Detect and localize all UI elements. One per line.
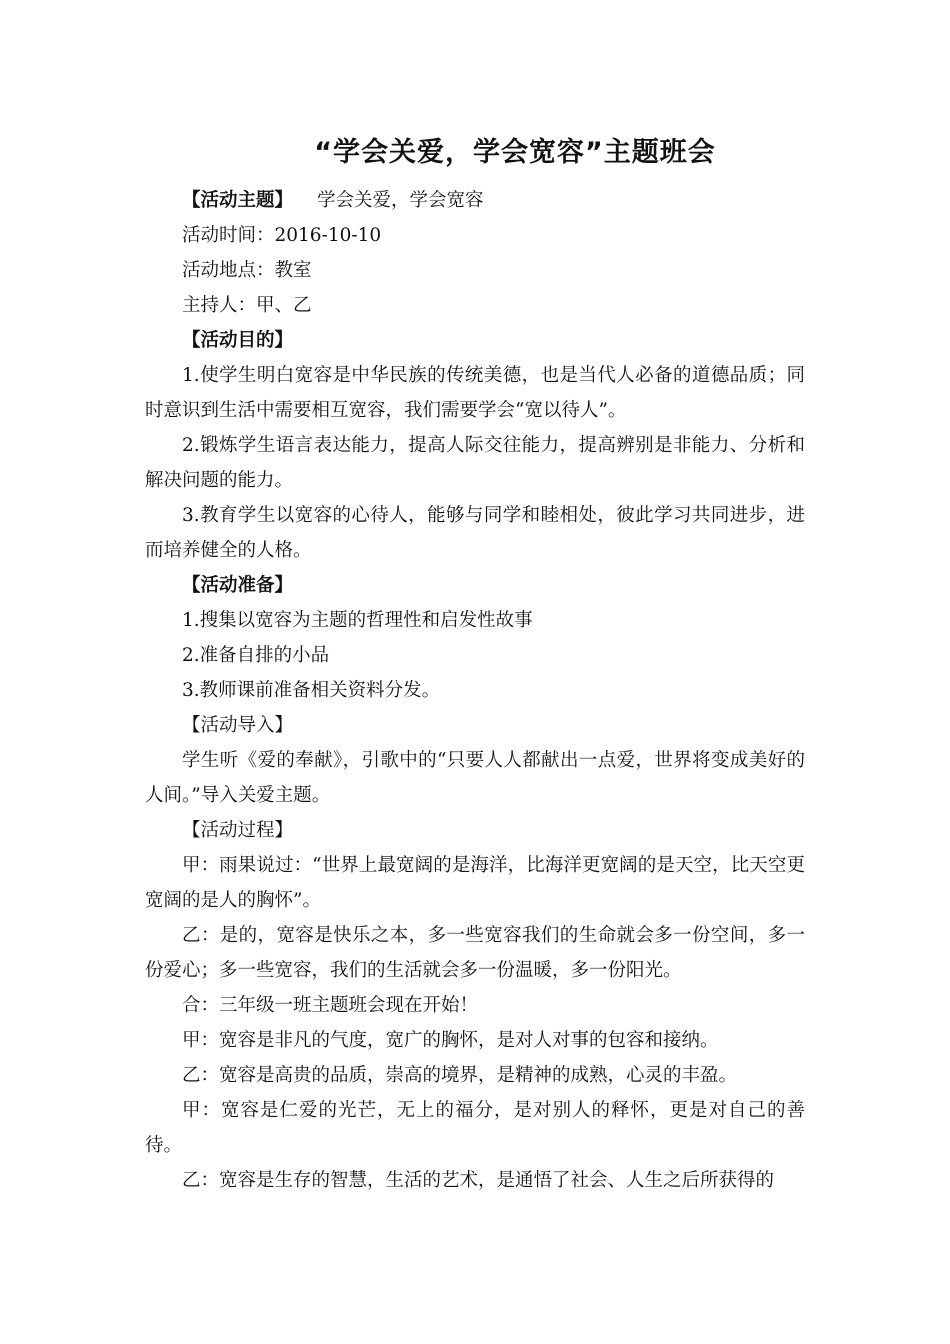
prep-heading: 【活动准备】 (182, 575, 294, 596)
time-line: 活动时间：2016-10-10 (182, 225, 382, 246)
intro-heading: 【活动导入】 (182, 715, 294, 736)
process-line: 甲：宽容是仁爱的光芒，无上的福分，是对别人的释怀，更是对自己的善待。 (145, 1100, 805, 1156)
theme-label: 【活动主题】 (182, 190, 294, 211)
process-heading: 【活动过程】 (182, 820, 294, 841)
prep-item: 1.搜集以宽容为主题的哲理性和启发性故事 (182, 610, 533, 631)
theme-value: 学会关爱，学会宽容 (317, 190, 484, 211)
purpose-heading: 【活动目的】 (182, 330, 294, 351)
purpose-item: 1.使学生明白宽容是中华民族的传统美德，也是当代人必备的道德品质；同时意识到生活中需要相互宽容，我们需要学会“宽以待人”。 (145, 365, 805, 421)
document-body (145, 183, 805, 1198)
purpose-item: 2.锻炼学生语言表达能力，提高人际交往能力，提高辨别是非能力、分析和解决问题的能力。 (145, 435, 805, 491)
process-line: 乙：宽容是生存的智慧，生活的艺术，是通悟了社会、人生之后所获得的 (182, 1170, 775, 1191)
process-line: 乙：是的，宽容是快乐之本，多一些宽容我们的生命就会多一份空间，多一份爱心；多一些宽容，我们的生活就会多一份温暖，多一份阳光。 (145, 925, 805, 981)
purpose-item: 3.教育学生以宽容的心待人，能够与同学和睦相处，彼此学习共同进步，进而培养健全的人格。 (145, 505, 805, 561)
process-line: 乙：宽容是高贵的品质，崇高的境界，是精神的成熟，心灵的丰盈。 (182, 1065, 738, 1086)
theme-line (145, 183, 805, 218)
prep-item: 2.准备自排的小品 (182, 645, 330, 666)
intro-text: 学生听《爱的奉献》，引歌中的“只要人人都献出一点爱，世界将变成美好的人间。”导入关爱主题。 (145, 750, 805, 806)
document-title: “学会关爱，学会宽容”主题班会 (314, 137, 716, 168)
host-line: 主持人：甲、乙 (182, 295, 312, 316)
place-line: 活动地点：教室 (182, 260, 312, 281)
process-line: 合：三年级一班主题班会现在开始！ (182, 995, 479, 1016)
prep-item: 3.教师课前准备相关资料分发。 (182, 680, 441, 701)
process-line: 甲：雨果说过：“世界上最宽阔的是海洋，比海洋更宽阔的是天空，比天空更宽阔的是人的胸怀”。 (145, 855, 805, 911)
process-line: 甲：宽容是非凡的气度，宽广的胸怀，是对人对事的包容和接纳。 (182, 1030, 719, 1051)
